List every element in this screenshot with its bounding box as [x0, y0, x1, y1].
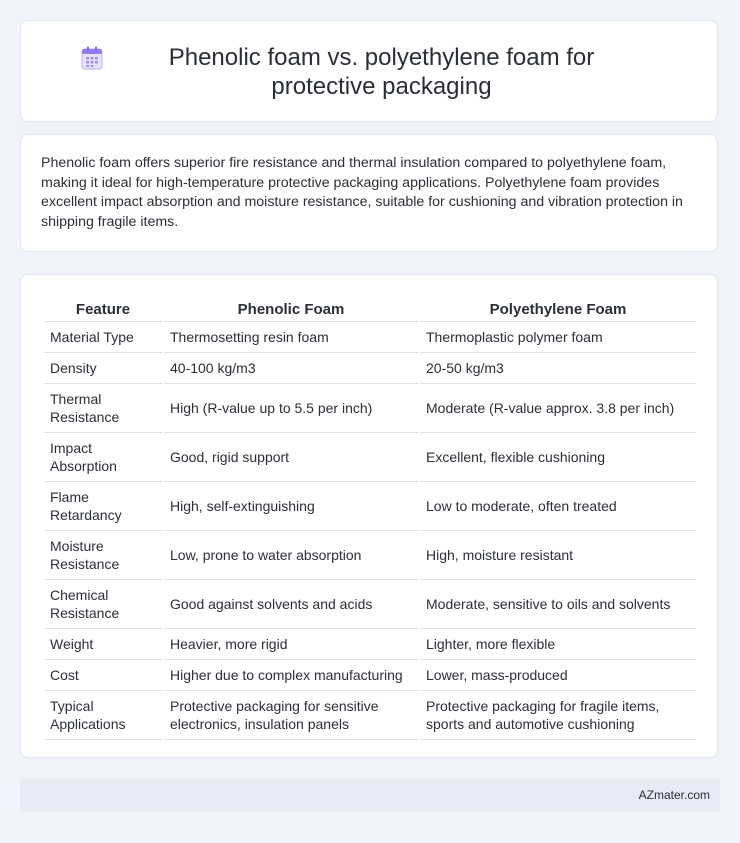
- footer-brand[interactable]: AZmater.com: [638, 788, 710, 802]
- feature-cell: Cost: [44, 660, 162, 691]
- title-card: [20, 20, 718, 122]
- table-row: [44, 580, 696, 629]
- feature-cell: Density: [44, 353, 162, 384]
- phenolic-cell: Higher due to complex manufacturing: [164, 660, 418, 691]
- header-feature: Feature: [44, 295, 162, 322]
- polyethylene-cell: Moderate, sensitive to oils and solvents: [420, 580, 696, 629]
- footer-bar: [20, 779, 720, 812]
- comparison-card: [20, 274, 718, 758]
- polyethylene-cell: High, moisture resistant: [420, 531, 696, 580]
- table-row: [44, 691, 696, 740]
- polyethylene-cell: Thermoplastic polymer foam: [420, 322, 696, 353]
- feature-cell: Weight: [44, 629, 162, 660]
- feature-cell: Material Type: [44, 322, 162, 353]
- table-row: [44, 660, 696, 691]
- phenolic-cell: High (R-value up to 5.5 per inch): [164, 384, 418, 433]
- phenolic-cell: Protective packaging for sensitive electronics, insulation panels: [164, 691, 418, 740]
- polyethylene-cell: Lighter, more flexible: [420, 629, 696, 660]
- phenolic-cell: 40-100 kg/m3: [164, 353, 418, 384]
- polyethylene-cell: Low to moderate, often treated: [420, 482, 696, 531]
- table-row: [44, 384, 696, 433]
- phenolic-cell: Low, prone to water absorption: [164, 531, 418, 580]
- phenolic-cell: Heavier, more rigid: [164, 629, 418, 660]
- feature-cell: Flame Retardancy: [44, 482, 162, 531]
- table-row: [44, 629, 696, 660]
- feature-cell: Thermal Resistance: [44, 384, 162, 433]
- header-phenolic: Phenolic Foam: [164, 295, 418, 322]
- polyethylene-cell: 20-50 kg/m3: [420, 353, 696, 384]
- feature-cell: Chemical Resistance: [44, 580, 162, 629]
- header-polyethylene: Polyethylene Foam: [420, 295, 696, 322]
- polyethylene-cell: Excellent, flexible cushioning: [420, 433, 696, 482]
- summary-card: [20, 134, 718, 252]
- polyethylene-cell: Lower, mass-produced: [420, 660, 696, 691]
- phenolic-cell: Good against solvents and acids: [164, 580, 418, 629]
- table-row: [44, 482, 696, 531]
- table-row: [44, 322, 696, 353]
- feature-cell: Moisture Resistance: [44, 531, 162, 580]
- table-row: [44, 353, 696, 384]
- table-row: [44, 531, 696, 580]
- summary-text: Phenolic foam offers superior fire resistance and thermal insulation compared to polyethylene foam, making it ideal for high-temperature protective packaging applications. Polyethylene foam provides excellent impact absorption and moisture resistance, suitable for cushioning and vibration protection in shipping fragile items.: [41, 155, 683, 230]
- comparison-table: [42, 295, 698, 740]
- polyethylene-cell: Protective packaging for fragile items, sports and automotive cushioning: [420, 691, 696, 740]
- phenolic-cell: High, self-extinguishing: [164, 482, 418, 531]
- phenolic-cell: Good, rigid support: [164, 433, 418, 482]
- feature-cell: Impact Absorption: [44, 433, 162, 482]
- table-row: [44, 433, 696, 482]
- polyethylene-cell: Moderate (R-value approx. 3.8 per inch): [420, 384, 696, 433]
- phenolic-cell: Thermosetting resin foam: [164, 322, 418, 353]
- page-title: Phenolic foam vs. polyethylene foam for protective packaging: [168, 44, 595, 100]
- feature-cell: Typical Applications: [44, 691, 162, 740]
- table-header-row: [44, 295, 696, 322]
